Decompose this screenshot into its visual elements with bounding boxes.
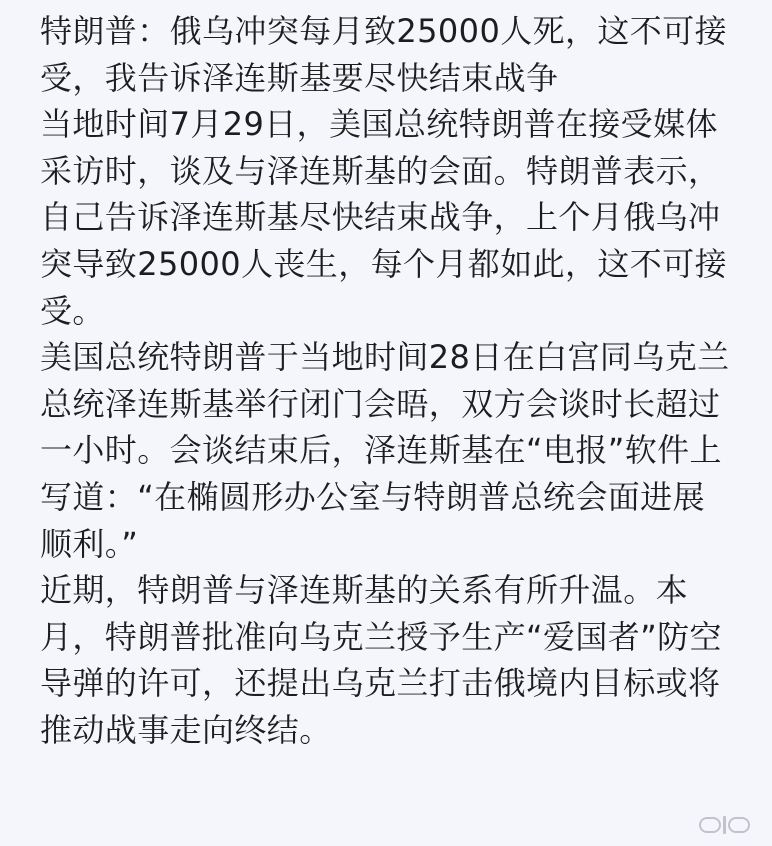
article-paragraph-3: 近期，特朗普与泽连斯基的关系有所升温。本 月，特朗普批准向乌克兰授予生产“爱国者”防空 导弹的许可，还提出乌克兰打击俄境内目标或将 推动战事走向终结。 bbox=[40, 571, 722, 749]
logo-pill-left bbox=[699, 817, 721, 833]
logo-bar bbox=[723, 816, 726, 834]
article-paragraph-2: 美国总统特朗普于当地时间28日在白宫同乌克兰 总统泽连斯基举行闭门会晤，双方会谈时长超过 一小时。会谈结束后，泽连斯基在“电报”软件上 写道：“在椭圆形办公室与特朗普总统会面进展 顺利。” bbox=[40, 338, 730, 563]
article-headline: 特朗普：俄乌冲突每月致25000人死，这不可接 受，我告诉泽连斯基要尽快结束战争 bbox=[40, 12, 727, 97]
article-paragraph-1: 当地时间7月29日，美国总统特朗普在接受媒体 采访时，谈及与泽连斯基的会面。特朗普表示， 自己告诉泽连斯基尽快结束战争，上个月俄乌冲 突导致25000人丧生，每个月都如此，这不可接 受。 bbox=[40, 105, 727, 330]
article-body bbox=[40, 8, 745, 754]
platform-logo-icon bbox=[699, 816, 750, 834]
logo-pill-right bbox=[728, 817, 750, 833]
